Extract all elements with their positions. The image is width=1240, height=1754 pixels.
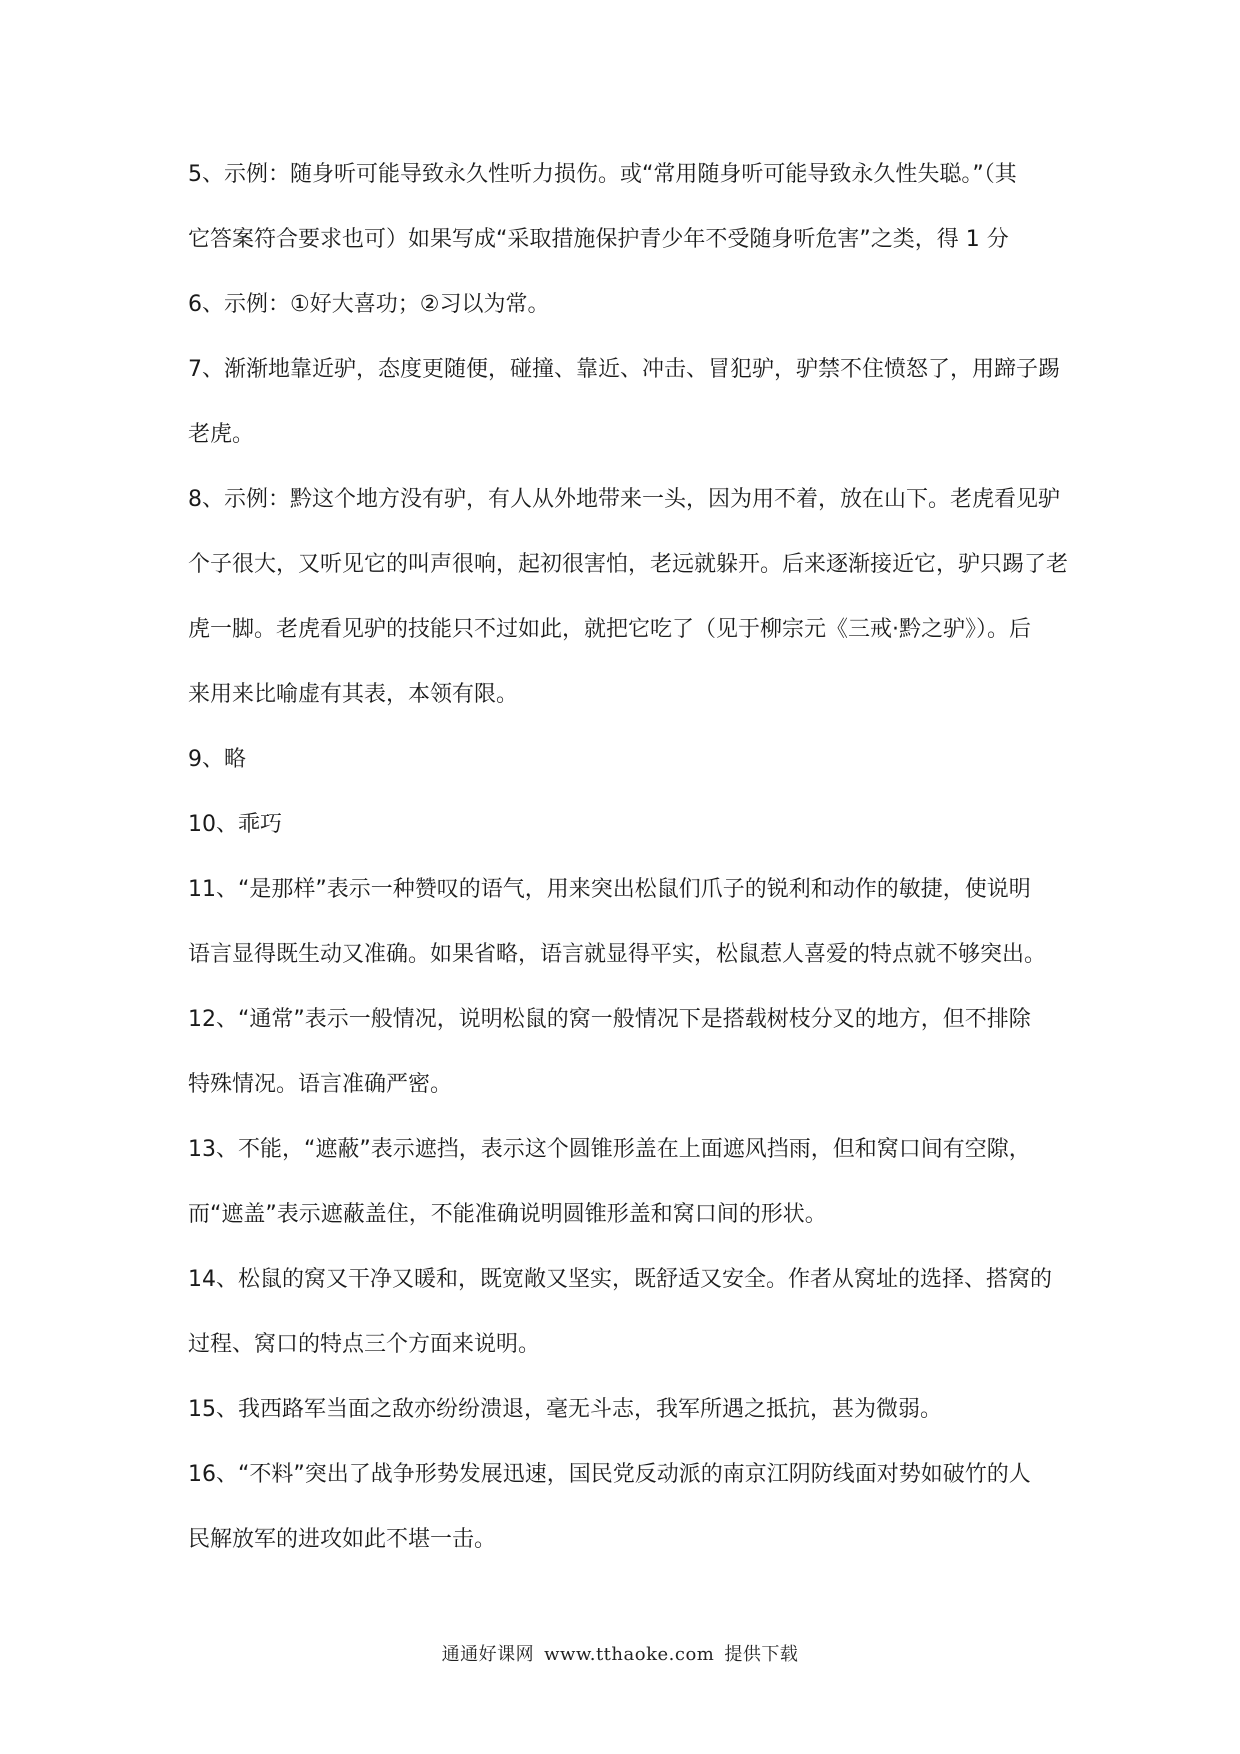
answer-line: 8、示例：黔这个地方没有驴，有人从外地带来一头，因为用不着，放在山下。老虎看见驴 [188,487,1061,512]
answer-line: 12、“通常”表示一般情况，说明松鼠的窝一般情况下是搭载树枝分叉的地方，但不排除 [188,1007,1031,1032]
answer-line: 16、“不料”突出了战争形势发展迅速，国民党反动派的南京江阴防线面对势如破竹的人 [188,1462,1031,1487]
answer-item-7 [188,355,1068,485]
answer-item-6 [188,290,1068,355]
answer-item-13 [188,1135,1068,1265]
answer-line: 10、乖巧 [188,812,282,837]
answer-line: 民解放军的进攻如此不堪一击。 [188,1527,497,1552]
answer-line: 9、略 [188,747,246,772]
answer-item-9 [188,745,1068,810]
answer-line: 语言显得既生动又准确。如果省略，语言就显得平实，松鼠惹人喜爱的特点就不够突出。 [188,942,1047,967]
answer-line: 5、示例：随身听可能导致永久性听力损伤。或“常用随身听可能导致永久性失聪。”（其 [188,162,1017,187]
page-footer [0,1640,1240,1666]
answer-line: 6、示例：①好大喜功；②习以为常。 [188,292,550,317]
answer-line: 老虎。 [188,422,255,447]
answer-item-16 [188,1460,1068,1590]
footer-url: www.tthaoke.com [544,1644,715,1665]
answer-item-14 [188,1265,1068,1395]
answer-item-11 [188,875,1068,1005]
answer-line: 个子很大，又听见它的叫声很响，起初很害怕，老远就躲开。后来逐渐接近它，驴只踢了老 [188,552,1069,577]
answer-item-10 [188,810,1068,875]
answer-line: 过程、窝口的特点三个方面来说明。 [188,1332,541,1357]
answer-item-5 [188,160,1068,290]
answer-line: 14、松鼠的窝又干净又暖和，既宽敞又坚实，既舒适又安全。作者从窝址的选择、搭窝的 [188,1267,1052,1292]
footer-tagline: 提供下载 [724,1644,799,1665]
answer-item-15 [188,1395,1068,1460]
answer-line: 来用来比喻虚有其表，本领有限。 [188,682,519,707]
answer-line: 15、我西路军当面之敌亦纷纷溃退，毫无斗志，我军所遇之抵抗，甚为微弱。 [188,1397,942,1422]
answer-line: 13、不能，“遮蔽”表示遮挡，表示这个圆锥形盖在上面遮风挡雨，但和窝口间有空隙， [188,1137,1031,1162]
answer-line: 11、“是那样”表示一种赞叹的语气，用来突出松鼠们爪子的锐利和动作的敏捷，使说明 [188,877,1031,902]
answer-line: 特殊情况。语言准确严密。 [188,1072,453,1097]
answer-line: 虎一脚。老虎看见驴的技能只不过如此，就把它吃了（见于柳宗元《三戒·黔之驴》）。后 [188,617,1031,642]
answer-list [188,160,1068,1590]
answer-item-12 [188,1005,1068,1135]
answer-item-8 [188,485,1068,745]
answer-line: 它答案符合要求也可）如果写成“采取措施保护青少年不受随身听危害”之类，得 1 分 [188,227,1009,252]
footer-site-name: 通通好课网 [441,1644,535,1665]
answer-line: 而“遮盖”表示遮蔽盖住，不能准确说明圆锥形盖和窝口间的形状。 [188,1202,827,1227]
answer-line: 7、渐渐地靠近驴，态度更随便，碰撞、靠近、冲击、冒犯驴，驴禁不住愤怒了，用蹄子踢 [188,357,1061,382]
